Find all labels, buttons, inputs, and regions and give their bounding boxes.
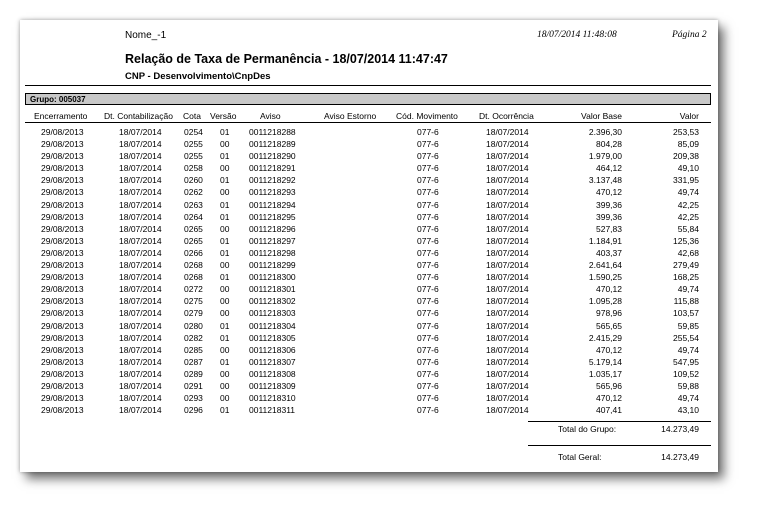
- cell-versao: 00: [220, 223, 230, 234]
- cell-dt-ocorrencia: 18/07/2014: [486, 187, 529, 198]
- cell-versao: 00: [220, 260, 230, 271]
- cell-cod-movimento: 077-6: [417, 393, 439, 404]
- cell-versao: 01: [220, 199, 230, 210]
- cell-valor-base: 3.137,48: [588, 175, 622, 186]
- cell-versao: 01: [220, 175, 230, 186]
- report-name: Nome_-1: [125, 30, 167, 41]
- cell-dt-ocorrencia: 18/07/2014: [486, 260, 529, 271]
- cell-cota: 0268: [184, 260, 203, 271]
- cell-cod-movimento: 077-6: [417, 320, 439, 331]
- cell-cota: 0265: [184, 235, 203, 246]
- cell-valor: 168,25: [673, 272, 699, 283]
- cell-contabilizacao: 18/07/2014: [119, 308, 162, 319]
- cell-cota: 0289: [184, 368, 203, 379]
- table-row: [20, 271, 718, 283]
- cell-versao: 00: [220, 163, 230, 174]
- cell-encerramento: 29/08/2013: [41, 356, 84, 367]
- cell-aviso: 0011218302: [249, 296, 296, 307]
- cell-cota: 0287: [184, 356, 203, 367]
- table-row: [20, 199, 718, 211]
- cell-versao: 00: [220, 380, 230, 391]
- cell-cod-movimento: 077-6: [417, 187, 439, 198]
- report-title: Relação de Taxa de Permanência - 18/07/2014 11:47:47: [125, 52, 448, 66]
- cell-valor: 331,95: [673, 175, 699, 186]
- cell-valor: 59,85: [677, 320, 699, 331]
- cell-valor-base: 2.415,29: [588, 332, 622, 343]
- table-row: [20, 307, 718, 319]
- group-total-value: 14.273,49: [661, 424, 699, 434]
- general-total-label: Total Geral:: [558, 452, 602, 462]
- cell-valor: 49,74: [677, 284, 699, 295]
- cell-cod-movimento: 077-6: [417, 405, 439, 416]
- cell-valor-base: 470,12: [596, 344, 622, 355]
- cell-valor-base: 804,28: [596, 139, 622, 150]
- cell-versao: 00: [220, 284, 230, 295]
- cell-cod-movimento: 077-6: [417, 199, 439, 210]
- general-total-divider: [528, 445, 711, 446]
- cell-versao: 00: [220, 393, 230, 404]
- cell-valor: 253,53: [673, 127, 699, 137]
- cell-cod-movimento: 077-6: [417, 284, 439, 295]
- cell-versao: 00: [220, 139, 230, 150]
- cell-cod-movimento: 077-6: [417, 127, 439, 137]
- cell-valor: 49,74: [677, 187, 699, 198]
- cell-valor-base: 565,96: [596, 380, 622, 391]
- cell-valor: 255,54: [673, 332, 699, 343]
- cell-cota: 0282: [184, 332, 203, 343]
- cell-valor-base: 565,65: [596, 320, 622, 331]
- cell-aviso: 0011218311: [249, 405, 296, 416]
- cell-versao: 01: [220, 320, 230, 331]
- col-valor-base: Valor Base: [581, 111, 622, 121]
- cell-contabilizacao: 18/07/2014: [119, 127, 162, 137]
- cell-valor: 279,49: [673, 260, 699, 271]
- cell-dt-ocorrencia: 18/07/2014: [486, 296, 529, 307]
- cell-valor: 209,38: [673, 151, 699, 162]
- cell-aviso: 0011218307: [249, 356, 296, 367]
- cell-valor-base: 399,36: [596, 199, 622, 210]
- cell-versao: 01: [220, 332, 230, 343]
- cell-dt-ocorrencia: 18/07/2014: [486, 308, 529, 319]
- cell-cota: 0275: [184, 296, 203, 307]
- cell-encerramento: 29/08/2013: [41, 127, 84, 137]
- cell-contabilizacao: 18/07/2014: [119, 187, 162, 198]
- cell-contabilizacao: 18/07/2014: [119, 380, 162, 391]
- cell-versao: 01: [220, 151, 230, 162]
- cell-aviso: 0011218305: [249, 332, 296, 343]
- cell-cota: 0279: [184, 308, 203, 319]
- cell-encerramento: 29/08/2013: [41, 223, 84, 234]
- cell-aviso: 0011218298: [249, 247, 296, 258]
- cell-contabilizacao: 18/07/2014: [119, 393, 162, 404]
- cell-valor: 43,10: [677, 405, 699, 416]
- cell-encerramento: 29/08/2013: [41, 247, 84, 258]
- group-label: Grupo: 005037: [30, 95, 86, 104]
- table-row: [20, 247, 718, 259]
- cell-aviso: 0011218297: [249, 235, 296, 246]
- cell-valor: 42,25: [677, 211, 699, 222]
- group-header: [25, 93, 711, 105]
- cell-cota: 0280: [184, 320, 203, 331]
- cell-contabilizacao: 18/07/2014: [119, 247, 162, 258]
- cell-encerramento: 29/08/2013: [41, 272, 84, 283]
- column-header-divider: [25, 122, 711, 123]
- cell-dt-ocorrencia: 18/07/2014: [486, 272, 529, 283]
- col-aviso-estorno: Aviso Estorno: [324, 111, 377, 121]
- cell-valor-base: 464,12: [596, 163, 622, 174]
- cell-encerramento: 29/08/2013: [41, 368, 84, 379]
- cell-contabilizacao: 18/07/2014: [119, 344, 162, 355]
- cell-cota: 0268: [184, 272, 203, 283]
- cell-cota: 0285: [184, 344, 203, 355]
- cell-versao: 00: [220, 308, 230, 319]
- general-total-value: 14.273,49: [661, 452, 699, 462]
- cell-encerramento: 29/08/2013: [41, 380, 84, 391]
- cell-dt-ocorrencia: 18/07/2014: [486, 151, 529, 162]
- cell-cod-movimento: 077-6: [417, 356, 439, 367]
- cell-dt-ocorrencia: 18/07/2014: [486, 284, 529, 295]
- cell-cota: 0266: [184, 247, 203, 258]
- cell-encerramento: 29/08/2013: [41, 308, 84, 319]
- cell-cota: 0291: [184, 380, 203, 391]
- cell-dt-ocorrencia: 18/07/2014: [486, 320, 529, 331]
- cell-encerramento: 29/08/2013: [41, 260, 84, 271]
- cell-valor-base: 470,12: [596, 284, 622, 295]
- cell-dt-ocorrencia: 18/07/2014: [486, 127, 529, 137]
- cell-dt-ocorrencia: 18/07/2014: [486, 380, 529, 391]
- cell-contabilizacao: 18/07/2014: [119, 235, 162, 246]
- cell-valor: 49,74: [677, 393, 699, 404]
- cell-encerramento: 29/08/2013: [41, 393, 84, 404]
- cell-valor-base: 470,12: [596, 187, 622, 198]
- report-subtitle: CNP - Desenvolvimento\CnpDes: [125, 71, 271, 82]
- cell-valor-base: 1.979,00: [588, 151, 622, 162]
- cell-encerramento: 29/08/2013: [41, 211, 84, 222]
- cell-cod-movimento: 077-6: [417, 272, 439, 283]
- cell-contabilizacao: 18/07/2014: [119, 163, 162, 174]
- table-row: [20, 259, 718, 271]
- cell-aviso: 0011218290: [249, 151, 296, 162]
- cell-aviso: 0011218288: [249, 127, 296, 137]
- cell-valor-base: 1.590,25: [588, 272, 622, 283]
- cell-valor-base: 5.179,14: [588, 356, 622, 367]
- cell-aviso: 0011218309: [249, 380, 296, 391]
- cell-valor-base: 403,37: [596, 247, 622, 258]
- cell-valor-base: 978,96: [596, 308, 622, 319]
- cell-cod-movimento: 077-6: [417, 332, 439, 343]
- cell-dt-ocorrencia: 18/07/2014: [486, 356, 529, 367]
- cell-contabilizacao: 18/07/2014: [119, 320, 162, 331]
- table-row: [20, 162, 718, 174]
- cell-cota: 0263: [184, 199, 203, 210]
- cell-valor: 42,68: [677, 247, 699, 258]
- cell-valor: 109,52: [673, 368, 699, 379]
- table-row: [20, 356, 718, 368]
- cell-contabilizacao: 18/07/2014: [119, 405, 162, 416]
- table-row: [20, 138, 718, 150]
- cell-cod-movimento: 077-6: [417, 247, 439, 258]
- cell-versao: 01: [220, 356, 230, 367]
- group-total-divider: [528, 421, 711, 422]
- cell-cod-movimento: 077-6: [417, 260, 439, 271]
- cell-valor-base: 527,83: [596, 223, 622, 234]
- cell-valor-base: 1.184,91: [588, 235, 622, 246]
- cell-valor-base: 399,36: [596, 211, 622, 222]
- cell-aviso: 0011218299: [249, 260, 296, 271]
- cell-dt-ocorrencia: 18/07/2014: [486, 211, 529, 222]
- cell-cod-movimento: 077-6: [417, 223, 439, 234]
- cell-cod-movimento: 077-6: [417, 344, 439, 355]
- cell-dt-ocorrencia: 18/07/2014: [486, 393, 529, 404]
- cell-valor: 55,84: [677, 223, 699, 234]
- table-row: [20, 223, 718, 235]
- cell-aviso: 0011218289: [249, 139, 296, 150]
- cell-cota: 0265: [184, 223, 203, 234]
- cell-versao: 01: [220, 272, 230, 283]
- table-row: [20, 126, 718, 138]
- cell-dt-ocorrencia: 18/07/2014: [486, 139, 529, 150]
- cell-aviso: 0011218308: [249, 368, 296, 379]
- cell-dt-ocorrencia: 18/07/2014: [486, 344, 529, 355]
- cell-aviso: 0011218291: [249, 163, 296, 174]
- cell-dt-ocorrencia: 18/07/2014: [486, 199, 529, 210]
- table-row: [20, 235, 718, 247]
- cell-contabilizacao: 18/07/2014: [119, 260, 162, 271]
- cell-cota: 0272: [184, 284, 203, 295]
- cell-encerramento: 29/08/2013: [41, 344, 84, 355]
- cell-valor: 59,88: [677, 380, 699, 391]
- cell-valor: 42,25: [677, 199, 699, 210]
- cell-valor-base: 2.396,30: [588, 127, 622, 137]
- table-row: [20, 283, 718, 295]
- cell-valor-base: 1.035,17: [588, 368, 622, 379]
- cell-valor: 115,88: [673, 296, 699, 307]
- cell-cod-movimento: 077-6: [417, 175, 439, 186]
- cell-aviso: 0011218306: [249, 344, 296, 355]
- data-table: [20, 126, 718, 416]
- cell-cod-movimento: 077-6: [417, 139, 439, 150]
- cell-contabilizacao: 18/07/2014: [119, 139, 162, 150]
- table-row: [20, 174, 718, 186]
- report-datetime: 18/07/2014 11:48:08: [537, 30, 617, 40]
- cell-encerramento: 29/08/2013: [41, 139, 84, 150]
- cell-cod-movimento: 077-6: [417, 308, 439, 319]
- cell-contabilizacao: 18/07/2014: [119, 151, 162, 162]
- cell-valor: 103,57: [673, 308, 699, 319]
- col-encerramento: Encerramento: [34, 111, 88, 121]
- cell-contabilizacao: 18/07/2014: [119, 175, 162, 186]
- cell-cota: 0293: [184, 393, 203, 404]
- report-page: [20, 20, 718, 472]
- cell-encerramento: 29/08/2013: [41, 284, 84, 295]
- cell-valor: 547,95: [673, 356, 699, 367]
- group-total-label: Total do Grupo:: [558, 424, 617, 434]
- cell-encerramento: 29/08/2013: [41, 405, 84, 416]
- cell-aviso: 0011218304: [249, 320, 296, 331]
- cell-aviso: 0011218292: [249, 175, 296, 186]
- cell-versao: 00: [220, 368, 230, 379]
- cell-aviso: 0011218295: [249, 211, 296, 222]
- table-row: [20, 404, 718, 416]
- cell-cod-movimento: 077-6: [417, 296, 439, 307]
- table-row: [20, 368, 718, 380]
- cell-versao: 00: [220, 296, 230, 307]
- table-row: [20, 150, 718, 162]
- cell-valor-base: 2.641,64: [588, 260, 622, 271]
- cell-cota: 0264: [184, 211, 203, 222]
- cell-valor: 85,09: [677, 139, 699, 150]
- cell-encerramento: 29/08/2013: [41, 175, 84, 186]
- cell-valor-base: 407,41: [596, 405, 622, 416]
- cell-encerramento: 29/08/2013: [41, 163, 84, 174]
- cell-valor-base: 470,12: [596, 393, 622, 404]
- cell-encerramento: 29/08/2013: [41, 332, 84, 343]
- cell-cota: 0260: [184, 175, 203, 186]
- cell-versao: 01: [220, 247, 230, 258]
- cell-cod-movimento: 077-6: [417, 380, 439, 391]
- cell-contabilizacao: 18/07/2014: [119, 284, 162, 295]
- cell-versao: 00: [220, 344, 230, 355]
- cell-aviso: 0011218310: [249, 393, 296, 404]
- cell-contabilizacao: 18/07/2014: [119, 332, 162, 343]
- cell-contabilizacao: 18/07/2014: [119, 272, 162, 283]
- table-row: [20, 211, 718, 223]
- cell-aviso: 0011218301: [249, 284, 296, 295]
- cell-cod-movimento: 077-6: [417, 211, 439, 222]
- cell-encerramento: 29/08/2013: [41, 199, 84, 210]
- table-row: [20, 295, 718, 307]
- table-row: [20, 392, 718, 404]
- cell-contabilizacao: 18/07/2014: [119, 223, 162, 234]
- col-contabilizacao: Dt. Contabilização: [104, 111, 173, 121]
- cell-aviso: 0011218300: [249, 272, 296, 283]
- cell-dt-ocorrencia: 18/07/2014: [486, 175, 529, 186]
- cell-valor: 49,10: [677, 163, 699, 174]
- cell-aviso: 0011218296: [249, 223, 296, 234]
- cell-cota: 0262: [184, 187, 203, 198]
- cell-dt-ocorrencia: 18/07/2014: [486, 163, 529, 174]
- col-versao: Versão: [210, 111, 237, 121]
- cell-aviso: 0011218293: [249, 187, 296, 198]
- table-row: [20, 320, 718, 332]
- table-row: [20, 186, 718, 198]
- cell-contabilizacao: 18/07/2014: [119, 356, 162, 367]
- col-cod-movimento: Cód. Movimento: [396, 111, 458, 121]
- cell-contabilizacao: 18/07/2014: [119, 296, 162, 307]
- cell-encerramento: 29/08/2013: [41, 151, 84, 162]
- cell-contabilizacao: 18/07/2014: [119, 199, 162, 210]
- cell-versao: 01: [220, 127, 230, 137]
- column-headers: [20, 111, 718, 122]
- cell-cota: 0255: [184, 139, 203, 150]
- cell-versao: 01: [220, 211, 230, 222]
- cell-valor: 49,74: [677, 344, 699, 355]
- col-dt-ocorrencia: Dt. Ocorrência: [479, 111, 534, 121]
- header-divider: [25, 85, 711, 86]
- cell-cota: 0254: [184, 127, 203, 137]
- cell-cod-movimento: 077-6: [417, 163, 439, 174]
- cell-valor: 125,36: [673, 235, 699, 246]
- cell-dt-ocorrencia: 18/07/2014: [486, 405, 529, 416]
- cell-encerramento: 29/08/2013: [41, 320, 84, 331]
- table-row: [20, 380, 718, 392]
- cell-contabilizacao: 18/07/2014: [119, 211, 162, 222]
- cell-aviso: 0011218303: [249, 308, 296, 319]
- cell-versao: 01: [220, 405, 230, 416]
- table-row: [20, 332, 718, 344]
- cell-aviso: 0011218294: [249, 199, 296, 210]
- cell-cod-movimento: 077-6: [417, 235, 439, 246]
- cell-versao: 01: [220, 235, 230, 246]
- col-aviso: Aviso: [260, 111, 281, 121]
- cell-dt-ocorrencia: 18/07/2014: [486, 247, 529, 258]
- cell-contabilizacao: 18/07/2014: [119, 368, 162, 379]
- cell-dt-ocorrencia: 18/07/2014: [486, 368, 529, 379]
- cell-dt-ocorrencia: 18/07/2014: [486, 223, 529, 234]
- page-number: Página 2: [672, 30, 707, 40]
- col-cota: Cota: [183, 111, 201, 121]
- cell-cod-movimento: 077-6: [417, 368, 439, 379]
- cell-encerramento: 29/08/2013: [41, 187, 84, 198]
- cell-valor-base: 1.095,28: [588, 296, 622, 307]
- cell-dt-ocorrencia: 18/07/2014: [486, 332, 529, 343]
- cell-cod-movimento: 077-6: [417, 151, 439, 162]
- cell-encerramento: 29/08/2013: [41, 235, 84, 246]
- col-valor: Valor: [679, 111, 699, 121]
- cell-dt-ocorrencia: 18/07/2014: [486, 235, 529, 246]
- cell-cota: 0258: [184, 163, 203, 174]
- cell-cota: 0255: [184, 151, 203, 162]
- cell-versao: 00: [220, 187, 230, 198]
- cell-cota: 0296: [184, 405, 203, 416]
- cell-encerramento: 29/08/2013: [41, 296, 84, 307]
- table-row: [20, 344, 718, 356]
